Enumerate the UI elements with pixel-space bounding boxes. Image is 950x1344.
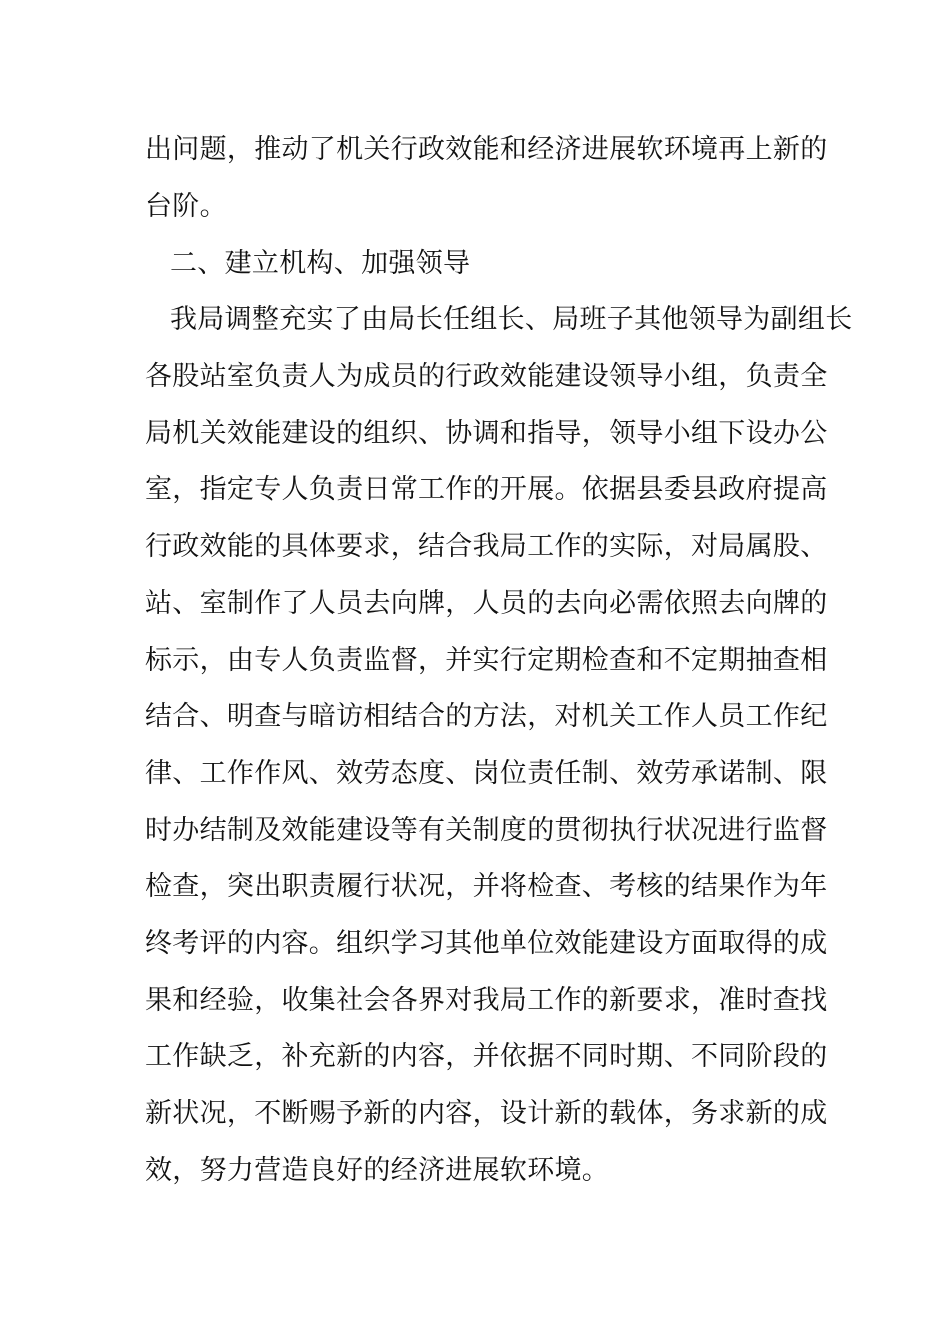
paragraph-2-line-2: 各股站室负责人为成员的行政效能建设领导小组，负责全 [145, 361, 828, 392]
paragraph-1-line-2: 台阶。 [145, 191, 227, 222]
paragraph-2-line-15: 新状况，不断赐予新的内容，设计新的载体，务求新的成 [145, 1098, 828, 1129]
paragraph-2-line-13: 果和经验，收集社会各界对我局工作的新要求，准时查找 [145, 985, 828, 1016]
paragraph-2-line-9: 律、工作作风、效劳态度、岗位责任制、效劳承诺制、限 [145, 758, 828, 789]
paragraph-2-line-11: 检查，突出职责履行状况，并将检查、考核的结果作为年 [145, 871, 828, 902]
paragraph-2-line-12: 终考评的内容。组织学习其他单位效能建设方面取得的成 [145, 928, 828, 959]
paragraph-2-line-16: 效，努力营造良好的经济进展软环境。 [145, 1155, 610, 1186]
paragraph-2-line-6: 站、室制作了人员去向牌，人员的去向必需依照去向牌的 [145, 588, 828, 619]
paragraph-2-line-1: 我局调整充实了由局长任组长、局班子其他领导为副组长 [170, 304, 853, 335]
paragraph-2-line-14: 工作缺乏，补充新的内容，并依据不同时期、不同阶段的 [145, 1041, 828, 1072]
paragraph-2-line-10: 时办结制及效能建设等有关制度的贯彻执行状况进行监督 [145, 815, 828, 846]
section-heading: 二、建立机构、加强领导 [170, 248, 471, 279]
paragraph-2-line-8: 结合、明查与暗访相结合的方法，对机关工作人员工作纪 [145, 701, 828, 732]
paragraph-2-line-7: 标示，由专人负责监督，并实行定期检查和不定期抽查相 [145, 645, 828, 676]
paragraph-2-line-5: 行政效能的具体要求，结合我局工作的实际，对局属股、 [145, 531, 828, 562]
paragraph-2-line-4: 室，指定专人负责日常工作的开展。依据县委县政府提高 [145, 474, 828, 505]
paragraph-2-line-3: 局机关效能建设的组织、协调和指导，领导小组下设办公 [145, 418, 828, 449]
paragraph-1-line-1: 出问题，推动了机关行政效能和经济进展软环境再上新的 [145, 134, 828, 165]
